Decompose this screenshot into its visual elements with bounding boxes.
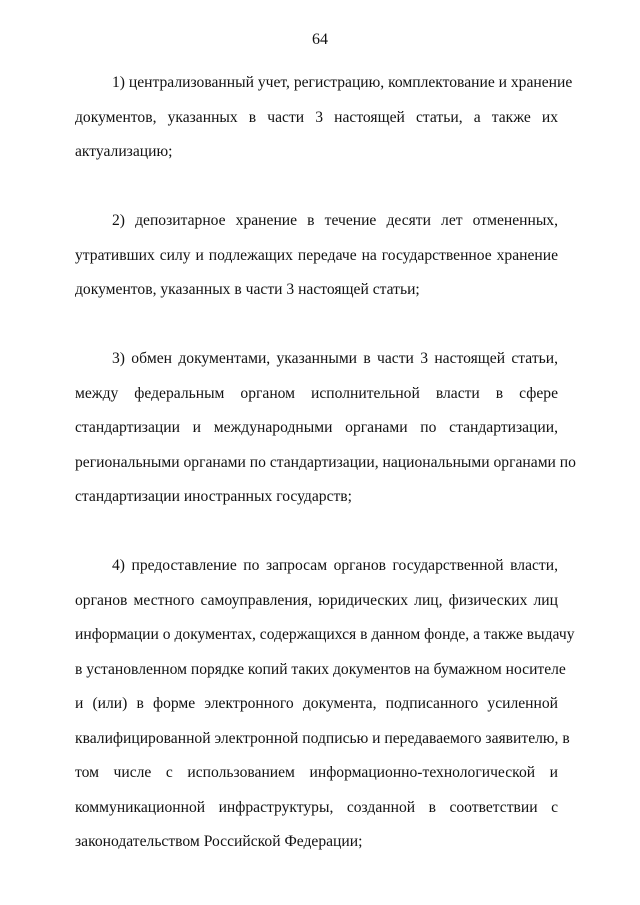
list-item-2 bbox=[75, 204, 558, 308]
text-line: документов, указанных в части 3 настоящей статьи; bbox=[75, 281, 420, 298]
text-line: актуализацию; bbox=[75, 143, 173, 160]
text-line: и (или) в форме электронного документа, подписанного усиленной bbox=[75, 695, 558, 712]
text-line: утративших силу и подлежащих передаче на государственное хранение bbox=[75, 246, 558, 264]
list-item-1 bbox=[75, 66, 573, 170]
page-number: 64 bbox=[312, 31, 328, 48]
text-line: 2) депозитарное хранение в течение десяти лет отмененных, bbox=[112, 212, 558, 229]
text-line: органов местного самоуправления, юридических лиц, физических лиц bbox=[75, 591, 558, 609]
document-body bbox=[75, 66, 576, 894]
text-line: стандартизации иностранных государств; bbox=[75, 488, 353, 505]
list-item-3 bbox=[75, 342, 576, 515]
text-line: между федеральным органом исполнительной власти в сфере bbox=[75, 384, 558, 402]
text-line: квалифицированной электронной подписью и передаваемого заявителю, в bbox=[75, 729, 570, 747]
text-line: том числе с использованием информационно-технологической и bbox=[75, 764, 558, 781]
text-line: в установленном порядке копий таких документов на бумажном носителе bbox=[75, 660, 566, 678]
text-line: 4) предоставление по запросам органов государственной власти, bbox=[112, 557, 558, 574]
text-line: коммуникационной инфраструктуры, созданной в соответствии с bbox=[75, 798, 558, 816]
text-line: региональными органами по стандартизации, национальными органами по bbox=[75, 453, 576, 471]
text-line: законодательством Российской Федерации; bbox=[75, 833, 363, 850]
text-line: 1) централизованный учет, регистрацию, комплектование и хранение bbox=[112, 74, 573, 91]
list-item-4 bbox=[75, 549, 575, 860]
text-line: информации о документах, содержащихся в данном фонде, а также выдачу bbox=[75, 626, 575, 643]
text-line: 3) обмен документами, указанными в части 3 настоящей статьи, bbox=[112, 350, 558, 367]
text-line: стандартизации и международными органами по стандартизации, bbox=[75, 419, 558, 436]
text-line: документов, указанных в части 3 настоящей статьи, а также их bbox=[75, 108, 558, 126]
